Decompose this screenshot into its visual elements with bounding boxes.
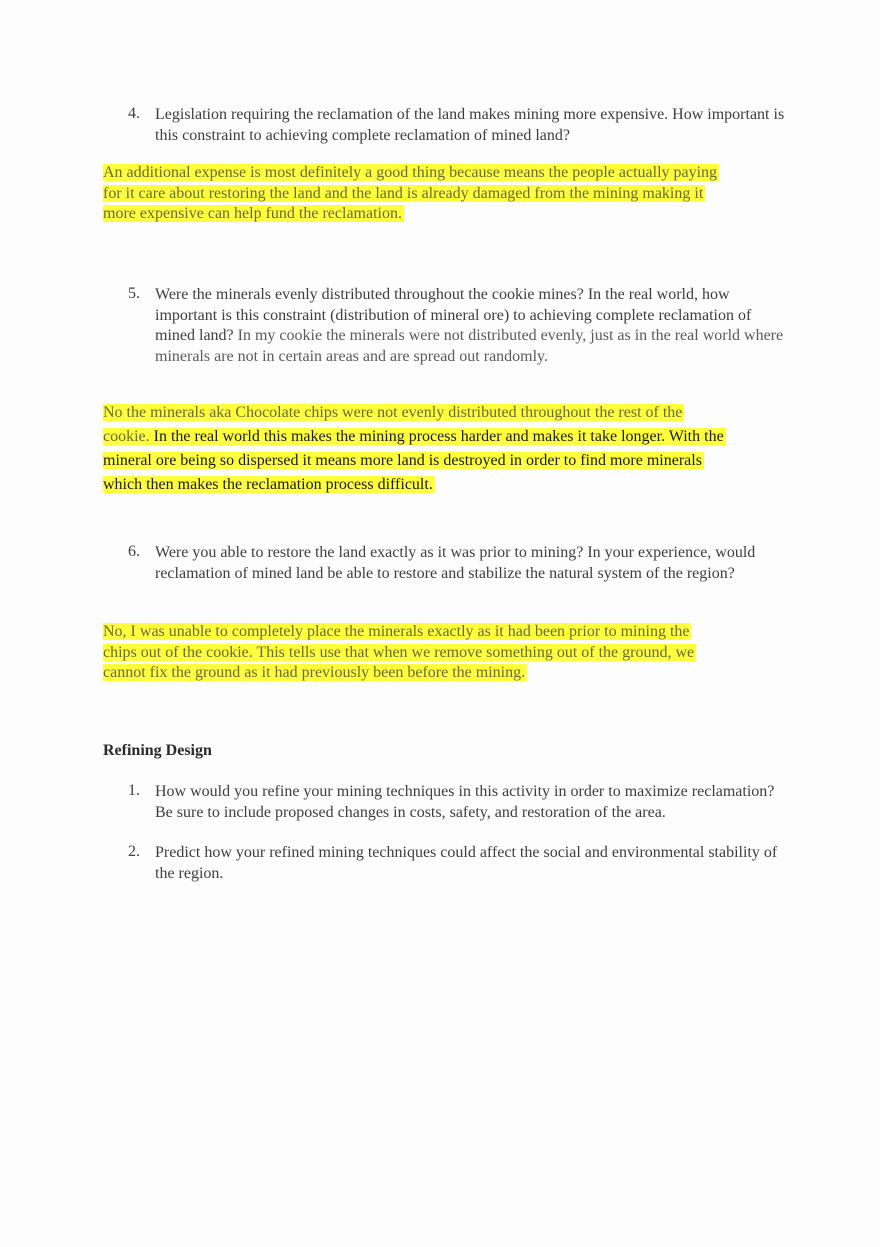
section-heading: Refining Design <box>103 742 212 759</box>
item-number: 1. <box>128 782 140 799</box>
answer-line: cannot fix the ground as it had previously been before the mining. <box>103 664 526 681</box>
question-number: 6. <box>128 543 140 560</box>
answer-line: more expensive can help fund the reclamation. <box>103 205 402 222</box>
question-number: 5. <box>128 285 140 302</box>
item-text: Predict how your refined mining techniques could affect the social and environmental stability of the region. <box>155 844 778 882</box>
item-text: How would you refine your mining techniques in this activity in order to maximize reclamation? Be sure to include proposed changes in costs, safety, and restoration of the area. <box>155 783 775 821</box>
answer-6 <box>103 622 793 684</box>
answer-line: which then makes the reclamation process difficult. <box>103 476 433 493</box>
question-text <box>155 285 788 367</box>
question-text: Legislation requiring the reclamation of the land makes mining more expensive. How important is this constraint to achieving complete reclamation of mined land? <box>155 106 785 144</box>
answer-line: chips out of the cookie. This tells use that when we remove something out of the ground, we <box>103 643 695 661</box>
answer-4 <box>103 163 793 225</box>
question-text: Were you able to restore the land exactly as it was prior to mining? In your experience, would reclamation of mined land be able to restore and stabilize the natural system of the region? <box>155 544 756 582</box>
inline-answer: In my cookie the minerals were not distributed evenly, just as in the real world where minerals are not in certain areas and are spread out randomly. <box>155 327 784 365</box>
question-6 <box>128 543 788 584</box>
answer-line: for it care about restoring the land and the land is already damaged from the mining making it <box>103 184 704 202</box>
question-number: 4. <box>128 105 140 122</box>
answer-line: mineral ore being so dispersed it means more land is destroyed in order to find more minerals <box>103 452 702 469</box>
answer-segment: cookie. <box>103 428 150 445</box>
question-5 <box>128 285 788 367</box>
answer-segment: In the real world this makes the mining process harder and makes it take longer. With the <box>153 428 724 445</box>
answer-line <box>103 428 726 445</box>
answer-line: An additional expense is most definitely a good thing because means the people actually paying <box>103 164 718 181</box>
item-number: 2. <box>128 843 140 860</box>
refining-item-2 <box>128 843 788 884</box>
answer-5 <box>103 401 793 497</box>
answer-line: No, I was unable to completely place the minerals exactly as it had been prior to mining the <box>103 623 690 640</box>
question-text-body: Were the minerals evenly distributed throughout the cookie mines? In the real world, how important is this constraint (distribution of mineral ore) to achieving complete reclamation of mined land? <box>155 286 752 344</box>
answer-line: No the minerals aka Chocolate chips were not evenly distributed throughout the rest of the <box>103 404 683 421</box>
question-4 <box>128 105 788 146</box>
refining-item-1 <box>128 782 788 823</box>
